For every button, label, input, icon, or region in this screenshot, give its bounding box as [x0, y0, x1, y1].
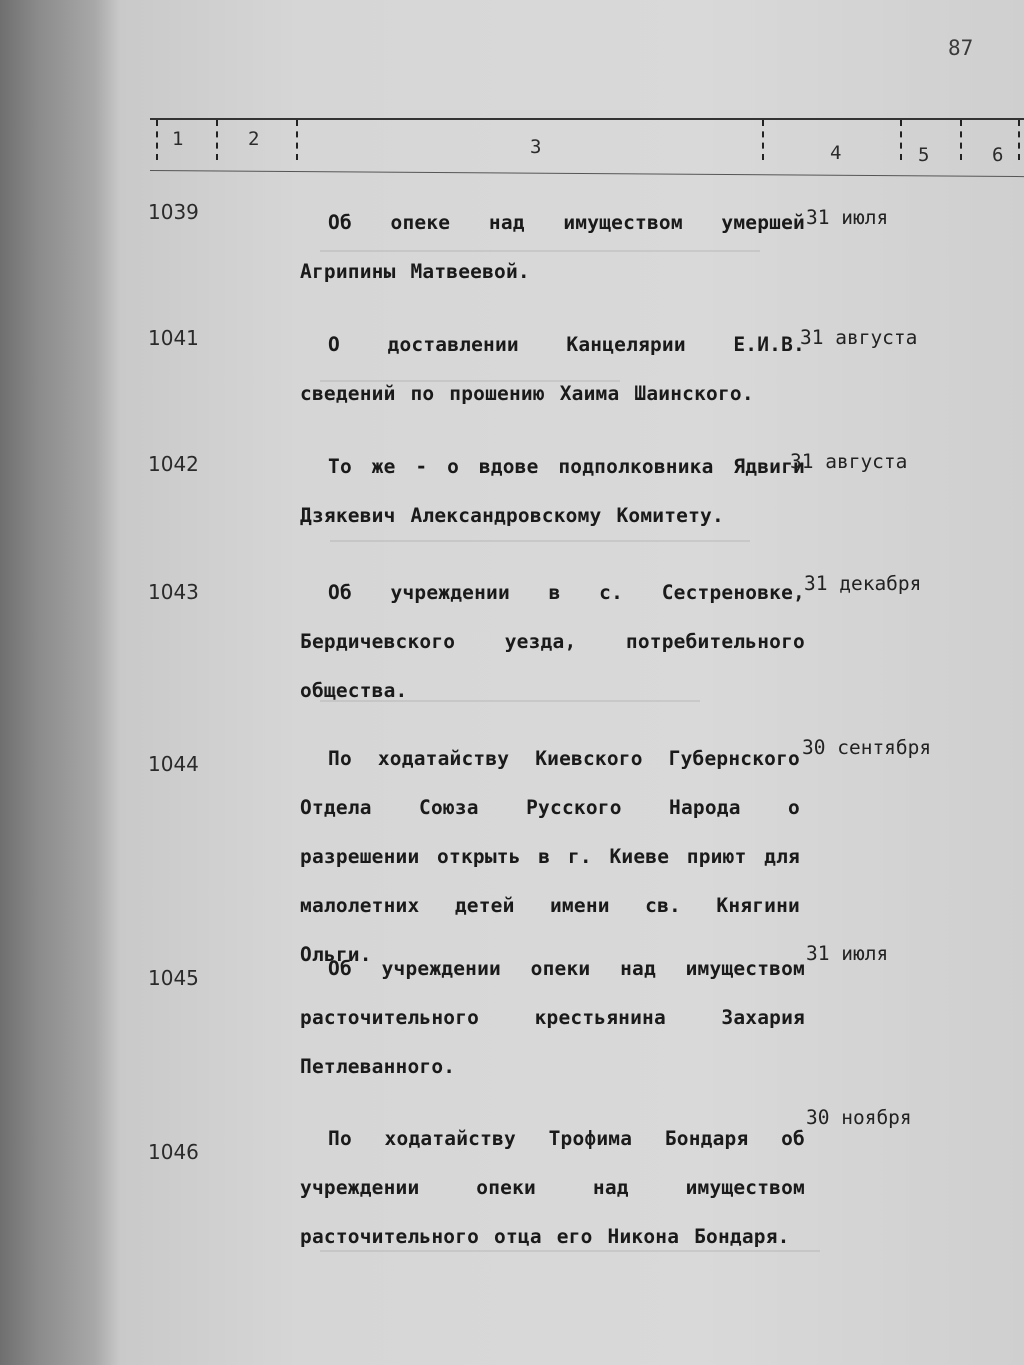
record-description: Об опеке над имуществом умершей Агрипины Матвеевой. [300, 211, 805, 283]
bleed-through-mark [330, 540, 750, 552]
record-number: 1044 [148, 752, 199, 776]
record-number: 1039 [148, 200, 199, 224]
header-bottom-rule [150, 170, 1024, 177]
column-number-6: 6 [992, 144, 1004, 166]
record-number: 1043 [148, 580, 199, 604]
record-description: По ходатайству Трофима Бондаря об учреждении опеки над имуществом расточительного отца его Никона Бондаря. [300, 1127, 805, 1248]
record-number: 1046 [148, 1140, 199, 1164]
record-description: О доставлении Канцелярии Е.И.В. сведений по прошению Хаима Шаинского. [300, 333, 805, 405]
record-date: 30 сентября [802, 736, 932, 759]
column-number-2: 2 [248, 128, 260, 150]
record-description: Об учреждении опеки над имуществом расточительного крестьянина Захария Петлеванного. [300, 957, 805, 1078]
column-divider [216, 120, 218, 160]
record-date: 31 июля [806, 942, 889, 965]
column-number-4: 4 [830, 142, 842, 164]
column-divider [900, 120, 902, 160]
record-date: 31 декабря [804, 572, 922, 595]
column-number-1: 1 [172, 128, 184, 150]
record-number: 1042 [148, 452, 199, 476]
record-number: 1045 [148, 966, 199, 990]
page-number: 87 [948, 36, 974, 60]
record-description: Об учреждении в с. Сестреновке, Бердичевского уезда, потребительного общества. [300, 581, 805, 702]
column-number-5: 5 [918, 144, 930, 166]
column-divider [960, 120, 962, 160]
column-divider [762, 120, 764, 160]
column-divider [1018, 120, 1020, 160]
record-description: По ходатайству Киевского Губернского Отдела Союза Русского Народа о разрешении открыть в г. Киеве приют для малолетних детей имени св. Княгини Ольги. [300, 747, 800, 966]
record-description: То же - о вдове подполковника Ядвиги Дзякевич Александровскому Комитету. [300, 455, 805, 527]
record-date: 31 августа [800, 326, 918, 349]
column-number-3: 3 [530, 136, 542, 158]
record-date: 31 августа [790, 450, 908, 473]
record-date: 31 июля [806, 206, 889, 229]
record-number: 1041 [148, 326, 199, 350]
header-top-rule [150, 118, 1024, 120]
record-date: 30 ноября [806, 1106, 912, 1129]
column-divider [156, 120, 158, 160]
column-divider [296, 120, 298, 160]
